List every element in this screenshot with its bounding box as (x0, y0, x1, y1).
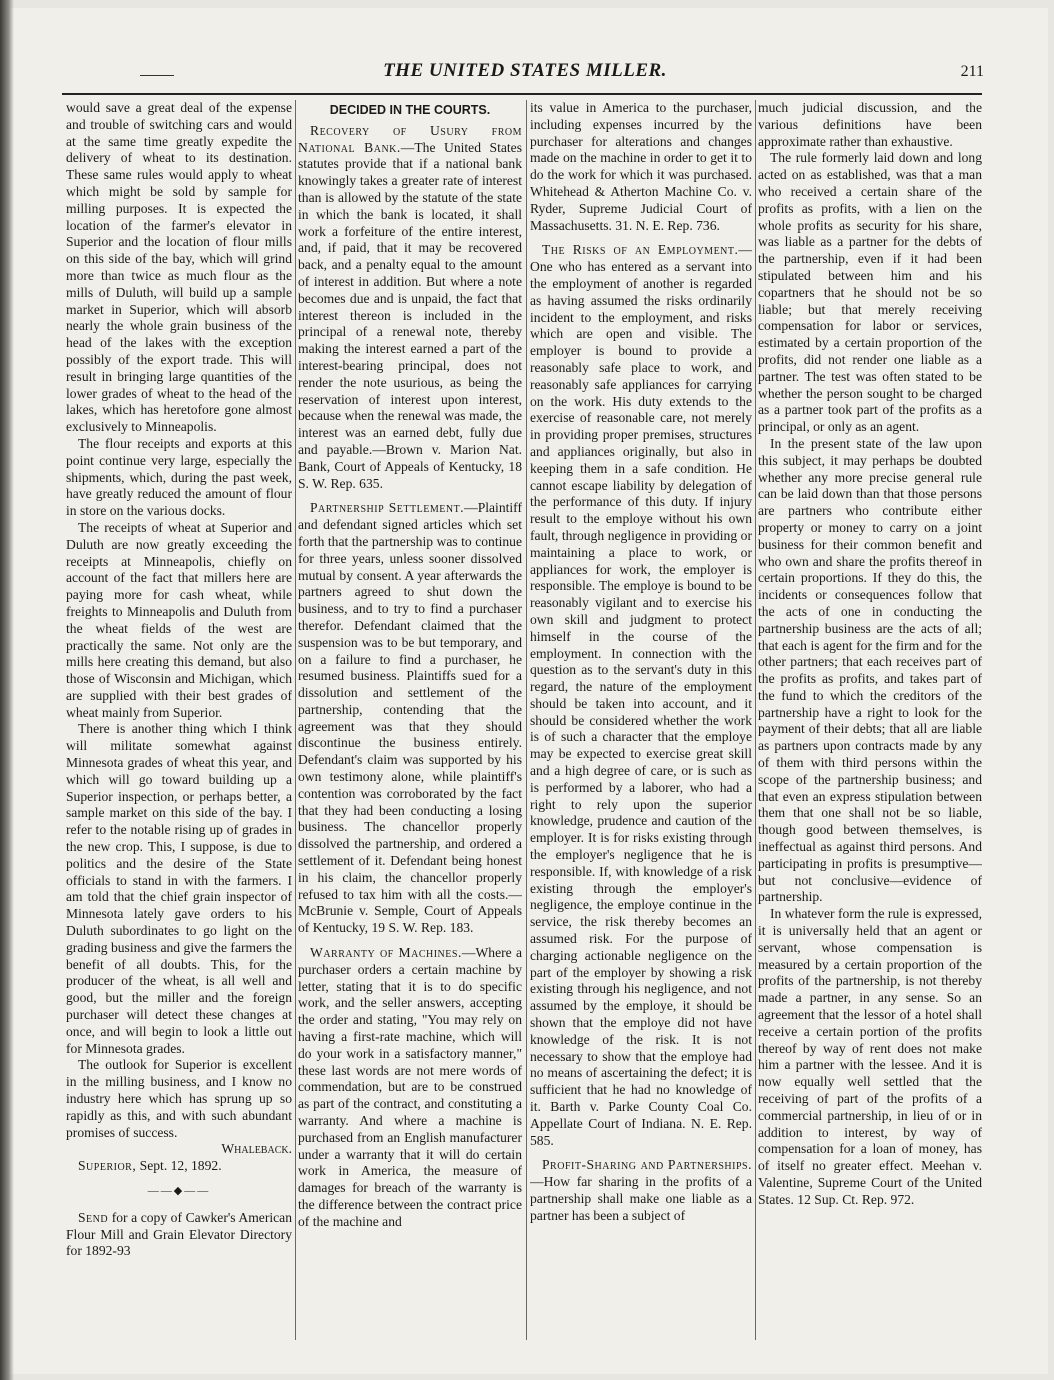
paragraph: There is another thing which I think will militate somewhat against Minnesota grades of wheat this year, and which will go toward building up a Superior inspection, or perhaps better, a sample market on this side of the bay. I refer to the notable rising up of grades in the new crop. This, I suppose, is due to politics and the desire of the State officials to stand in with the farmers. I am told that the chief grain inspector of Minnesota lately gave orders to his Duluth subordinates to go light on the grading business and give the farmers the benefit of all doubts. This, for the producer of the wheat, is all well and good, but the miller and the foreign purchaser will detect these changes at once, and will begin to look a little out for Minnesota grades. (66, 721, 292, 1056)
case-title: The Risks of an Employment. (542, 242, 739, 258)
column-divider-1 (295, 100, 296, 1340)
column-4 (758, 100, 982, 1345)
case-text: —The United States statutes provide that if a national bank knowingly takes a greater rate of interest than is allowed by the statute of the state in which the bank is located, it shall work a forfeiture of the entire interest, and, if paid, that it may be recovered back, and a penalty equal to the amount of interest in addition. But where a note becomes due and is unpaid, the fact that interest thereon is included in the principal of a renewal note, thereby making the interest earned a part of the interest-bearing principal, does not render the note usurious, as being the reservation of interest upon interest, because when the renewal was made, the interest was an earned debt, fully due and payable.—Brown v. Marion Nat. Bank, Court of Appeals of Kentucky, 18 S. W. Rep. 635. (298, 139, 522, 491)
paragraph: In the present state of the law upon this subject, it may perhaps be doubted whether any more precise general rule can be laid down than that those persons are partners who contribute either property or money to carry on a joint business for their common benefit and who own and share the profits thereof in certain proportions. If they do this, the incidents or consequences follow that the acts of one in conducting the partnership business are the acts of all; that each is agent for the firm and for the other partners; that each receives part of the profits as profits, and takes part of the fund to which the creditors of the partnership have a right to look for the payment of their debts; that all are liable as partners upon contracts made by any of them with third persons within the scope of the partnership business; and that even an express stipulation between them that one shall not be so liable, though good between themselves, is ineffectual as against third persons. And participating in profits is presumptive—but not conclusive—evidence of partnership. (758, 435, 982, 905)
paragraph: The rule formerly laid down and long acted on as established, was that a man who received a certain share of the profits as profits, with a lien on the whole profits as security for his share, was liable as a partner for the debts of the partnership, even if it had been stipulated between him and his copartners that he should not be so liable; but that merely receiving compensation for labor or services, estimated by a certain proportion of the profits, did not render one liable as a partner. The test was often stated to be whether the person sought to be charged as a partner took part of the profits as a principal, or only as an agent. (758, 150, 982, 435)
case-title: Recovery of Usury from National Bank. (298, 122, 522, 155)
case-text: —One who has entered as a servant into the employment of another is regarded as having assumed the risks ordinarily incident to the employment, and risks which are open and visible. The employer is bound to provide a reasonably safe place to work, and reasonably safe appliances for carrying on the work. His duty extends to the exercise of reasonable care, not merely in providing proper premises, structures and appliances originally, but also in keeping them in a safe condition. He cannot escape liability by delegation of the performance of this duty. If injury result to the employe without his own fault, through negligence in providing or maintaining a place to work, or appliances for work, the employer is responsible. The employe is bound to be reasonably vigilant and to exercise his own skill and judgment to protect himself in the course of the employment. In connection with the question as to the servant's duty in this regard, the nature of the employment should be taken into account, and it should be considered whether the work is of such a character that the employe may be expected to exercise great skill and a high degree of care, or is such as is performed by a laborer, who had a right to rely upon the superior knowledge, prudence and caution of the employer. It is for risks existing through the employer's negligence that he is responsible. If, with knowledge of a risk existing through the employer's negligence, the employe continue in the service, the risk thereby becomes an assumed risk. For the purpose of charging actionable negligence on the part of the employer by showing a risk existing through his negligence, and not assumed by the employe, it should be shown that the employe did not have knowledge of the risk. It is not necessary to show that the employe had no means of ascertaining the defect; it is sufficient that he had no knowledge of it. Barth v. Parke County Coal Co. Appellate Court of Indiana. N. E. Rep. 585. (530, 242, 752, 1148)
case-paragraph (298, 500, 522, 937)
signature: Whaleback. (221, 1141, 292, 1157)
case-paragraph (298, 945, 522, 1231)
page-edge-shadow (0, 0, 14, 1380)
ad-lead: Send (78, 1209, 109, 1225)
paragraph: The outlook for Superior is excellent in the milling business, and I know no industry here which has sprung up so rapidly as this, and with such abundant promises of success. (66, 1057, 292, 1140)
paragraph: The receipts of wheat at Superior and Duluth are now greatly exceeding the receipts at Minneapolis, chiefly on account of the fact that millers here are paying more for cash wheat, while freights to Minneapolis and Duluth from the wheat fields of the west are practically the same. Not only are the mills here creating this demand, but also those of Wisconsin and Michigan, which are supplied with their best grades of wheat mainly from Superior. (66, 519, 292, 720)
page-header (60, 58, 990, 88)
column-divider-2 (526, 100, 527, 1340)
page-number: 211 (960, 63, 984, 80)
case-text: —How far sharing in the profits of a partnership shall make one liable as a partner has been a subject of (530, 1174, 752, 1223)
header-rule (62, 93, 982, 95)
column-1 (66, 100, 292, 1345)
case-title: Profit-Sharing and Partnerships. (542, 1157, 752, 1173)
paragraph: its value in America to the purchaser, including expenses incurred by the purchaser for alterations and changes made on the machine in order to get it to do the work for which it was purchased. Whitehead & Atherton Machine Co. v. Ryder, Supreme Judicial Court of Massachusetts. 31. N. E. Rep. 736. (530, 100, 752, 233)
dateline (66, 1158, 292, 1175)
case-paragraph (530, 242, 752, 1149)
dateline-date: Sept. 12, 1892. (139, 1158, 222, 1174)
case-text: —Where a purchaser orders a certain machine by letter, stating that it is to do specific work, and the seller answers, accepting the order and stating, "You may rely on having a first-rate machine, which will do your work in a satisfactory manner," these last words are not mere words of commendation, but are to be construed as part of the contract, and constituting a warranty. And where a machine is purchased from an English manufacturer under a warranty that it will do certain work in America, the measure of damages for breach of the warranty is the difference between the contract price of the machine and (298, 945, 522, 1229)
case-title: Partnership Settlement. (310, 500, 465, 516)
case-paragraph (298, 123, 522, 493)
case-text: —Plaintiff and defendant signed articles which set forth that the partnership was to continue for three years, unless sooner dissolved mutual by consent. A year afterwards the partners agreed to shut down the business, and to try to find a purchaser therefor. Defendant claimed that the suspension was to be but temporary, and on a failure to find a purchaser, he resumed business. Plaintiffs sued for a dissolution and settlement of the partnership, contending that the agreement was that they should discontinue the business entirely. Defendant's claim was supported by his own testimony alone, while plaintiff's contention was corroborated by the fact that they had been conducting a losing business. The chancellor properly dissolved the partnership, and ordered a settlement of it. Defendant being honest in his claim, the chancellor properly refused to tax him with all the costs.—McBrunie v. Semple, Court of Appeals of Kentucky, 19 S. W. Rep. 183. (298, 500, 522, 936)
column-divider-3 (755, 100, 756, 1340)
section-ornament: ——◆—— (147, 1185, 211, 1197)
paragraph: The flour receipts and exports at this point continue very large, especially the shipments, which, during the past week, have greatly reduced the amount of flour in store on the various docks. (66, 435, 292, 519)
case-title: Warranty of Machines. (310, 945, 462, 961)
dateline-place: Superior, (78, 1158, 137, 1174)
paragraph: In whatever form the rule is expressed, it is universally held that an agent or servant, whose compensation is measured by a certain proportion of the profits of the partnership, is not thereby made a partner, in any sense. So an agreement that the lessor of a hotel shall receive a certain portion of the profits thereof by way of rent does not make him a partner with the lessee. And it is now equally well settled that the receiving of part of the profits of a commercial partnership, in lieu of or in addition to interest, by way of compensation for a loan of money, has of itself no greater effect. Meehan v. Valentine, Supreme Court of the United States. 12 Sup. Ct. Rep. 972. (758, 906, 982, 1207)
column-3 (530, 100, 752, 1345)
case-paragraph (530, 1157, 752, 1224)
section-heading: DECIDED IN THE COURTS. (329, 103, 491, 117)
advertisement (66, 1210, 292, 1260)
ad-text: for a copy of Cawker's American Flour Mill and Grain Elevator Directory for 1892-93 (66, 1209, 292, 1259)
masthead-title: THE UNITED STATES MILLER. (383, 60, 667, 81)
paragraph: much judicial discussion, and the various definitions have been approximate rather than exhaustive. (758, 100, 982, 149)
paragraph: would save a great deal of the expense and trouble of switching cars and would at the same time greatly expedite the delivery of wheat to its destination. These same rules would apply to wheat which might be sold by sample for milling purposes. It is expected the location of the farmer's elevator in Superior and the location of flour mills on this side of the bay, which will grind more than twice as much flour as the mills of Duluth, will build up a sample market in Superior, which will absorb nearly the whole grain business of the head of the lakes with the exception possibly of the export trade. This will result in bringing large quantities of the lower grades of wheat to the head of the lakes, which has heretofore gone almost exclusively to Minneapolis. (66, 100, 292, 435)
column-2 (298, 100, 522, 1345)
